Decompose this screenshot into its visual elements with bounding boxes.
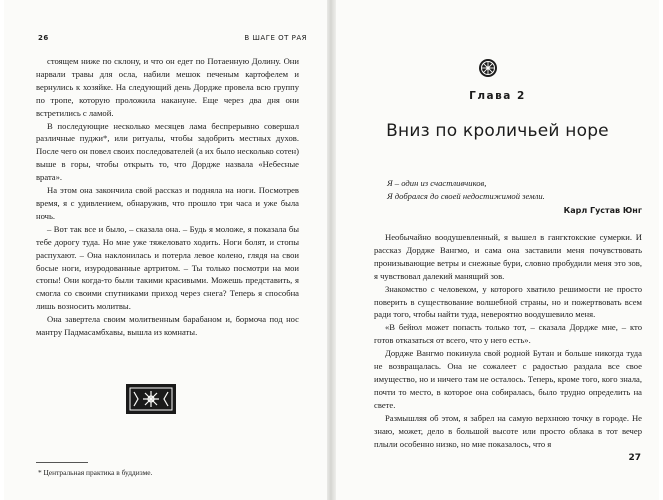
paragraph: Необычайно воодушевленный, я вышел в гангктокские сумерки. И рассказ Дордже Вангмо, и сама она заставили меня почувствовать пронизывающие ветры и снежные бури, словно пробудили меня это зов, я чувствовал далекий манящий зов. [374, 232, 642, 281]
paragraph: Размышляя об этом, я забрел на самую верхнюю точку в городе. Не знаю, может, дело в большой высоте или просто облака в тот вечер плыли особенно низко, но мне показалось, что я [374, 412, 642, 449]
epigraph [376, 177, 638, 202]
dharma-wheel-icon [478, 58, 498, 83]
paragraph: Дордже Вангмо покинула свой родной Бутан и больше никогда туда не возвращалась. Она не сожалеет с радостью раздала все свое имущество, но и ничего там не осталось. Теперь, кроме того, кого знала, почти то место, в которое она собиралась, было трудно определить на свете. [374, 348, 642, 410]
left-page [4, 0, 327, 500]
paragraph: Она завертела своим молитвенным барабаном и, бормоча под нос мантру Падмасамбхавы, вышла из комнаты. [36, 314, 299, 338]
paragraph: На этом она закончила свой рассказ и подняла на ноги. Посмотрев время, я с удивлением, обнаружив, что прошло три часа и уже была ночь. [36, 185, 299, 221]
footnote: * Центральная практика в буддизме. [38, 468, 153, 477]
paragraph: – Вот так все и было, – сказала она. – Будь я моложе, я показала бы тебе дорогу туда. Но мне уже тяжеловато ходить. Ноги болят, и стопы распухают. – Она наклонилась и потерла левое колено, глядя на свои босые ноги, изуродованные артритом. – Ты только посмотри на мои стопы! Они когда-то были такими красивыми. Можешь представить, я смогла со своими спутниками приход через снега? Теперь я способна лишь возносить молитвы. [36, 223, 299, 312]
right-page-number: 27 [628, 453, 641, 463]
left-body-text [36, 55, 299, 339]
paragraph: стоящем ниже по склону, и что он едет по Потаенную Долину. Они нарвали травы для осла, набили мешок печеным картофелем и вернулись к хозяйке. На следующий день Дордже провела всю группу по тропе, которую проложила накануне. Еще через два дня они встретились с ламой. [36, 56, 299, 118]
footnote-rule [36, 462, 88, 463]
paragraph: «В бейюл может попасть только тот, – сказала Дордже мне, – кто готов отказаться от всего, что у него есть». [374, 322, 642, 346]
epigraph-line: Я добрался до своей недостижимой земли. [387, 190, 545, 201]
left-page-number: 26 [38, 34, 49, 42]
right-body-text [374, 231, 642, 450]
right-page [336, 0, 659, 500]
running-head-title: В ШАГЕ ОТ РАЯ [244, 34, 307, 42]
book-gutter [327, 0, 336, 500]
epigraph-line: Я – один из счастливчиков, [387, 178, 487, 188]
paragraph: Знакомство с человеком, у которого хватило решимости не просто поверить в существование волшебной страны, но и пожертвовать всем ради того, чтобы найти туда, невероятно воодушевило меня. [374, 283, 642, 320]
chapter-title: Вниз по кроличьей норе [386, 121, 609, 141]
section-end-ornament-icon [126, 384, 176, 414]
epigraph-author: Карл Густав Юнг [563, 206, 642, 215]
paragraph: В последующие несколько месяцев лама беспрерывно совершал различные пуджи*, или ритуалы, чтобы задобрить местных духов. После чего он повел своих последователей (а их было несколько сотен) выше в горы, чтобы открыть то, что Дордже назвала «Небесные врата». [36, 120, 299, 183]
chapter-label: Глава 2 [469, 90, 526, 102]
